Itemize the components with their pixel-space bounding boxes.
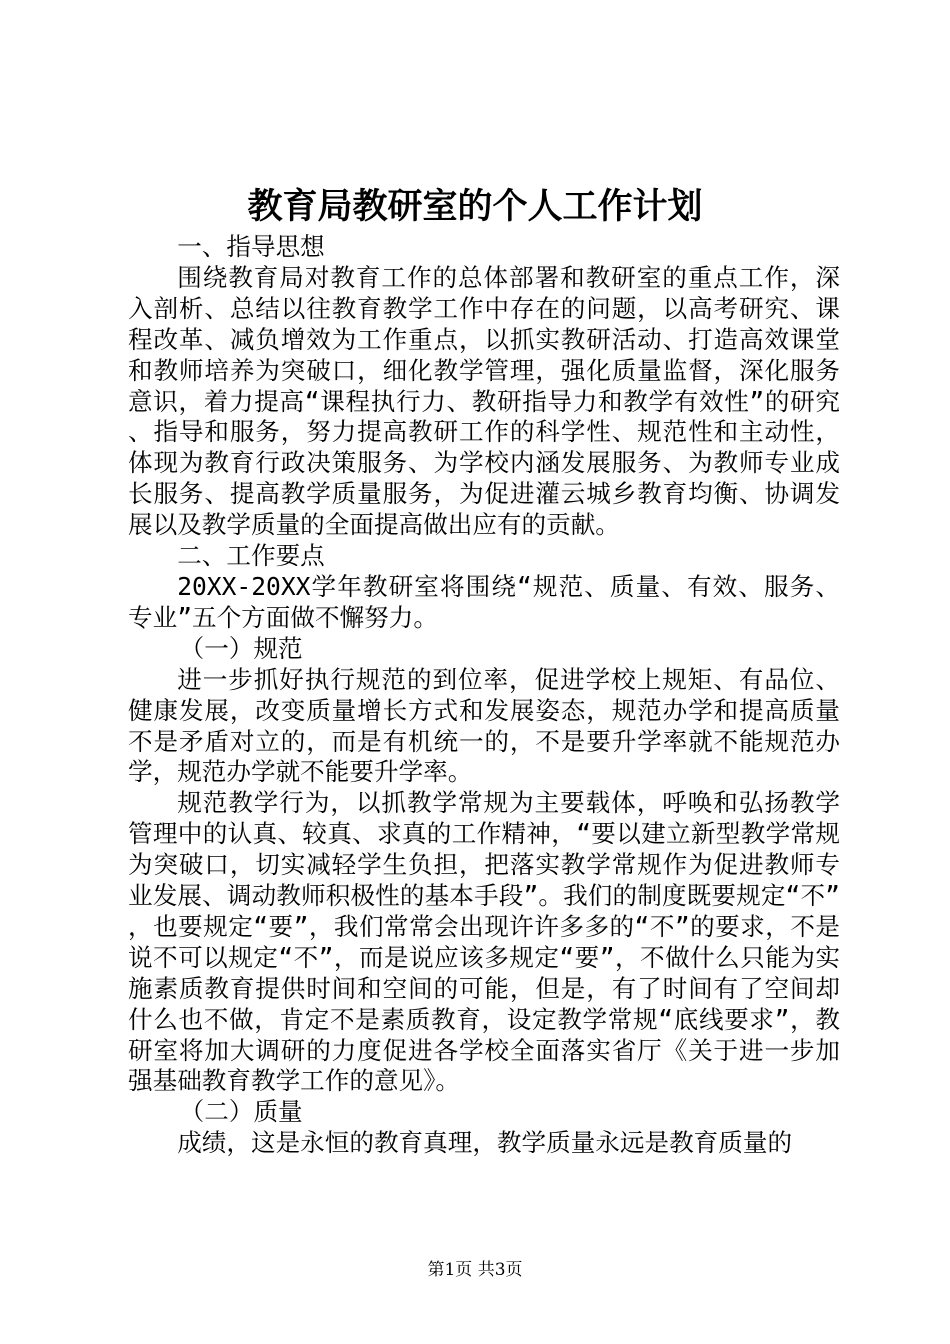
paragraph: 规范教学行为，以抓教学常规为主要载体，呼唤和弘扬教学管理中的认真、较真、求真的工作精神，“要以建立新型教学常规为突破口，切实减轻学生负担，把落实教学常规作为促进教师专业发展、调动教师积极性的基本手段”。我们的制度既要规定“不”，也要规定“要”，我们常常会出现许许多多的“不”的要求，不是说不可以规定“不”，而是说应该多规定“要”，不做什么只能为实施素质教育提供时间和空间的可能，但是，有了时间有了空间却什么也不做，肯定不是素质教育，设定教学常规“底线要求”，教研室将加大调研的力度促进各学校全面落实省厅《关于进一步加强基础教育教学工作的意见》。 bbox=[128, 788, 840, 1096]
section-heading: 二、工作要点 bbox=[177, 541, 325, 571]
paragraph: 成绩，这是永恒的教育真理，教学质量永远是教育质量的 bbox=[177, 1128, 793, 1158]
document-title: 教育局教研室的个人工作计划 bbox=[247, 186, 703, 227]
paragraph: 围绕教育局对教育工作的总体部署和教研室的重点工作，深入剖析、总结以往教育教学工作中存在的问题，以高考研究、课程改革、减负增效为工作重点，以抓实教研活动、打造高效课堂和教师培养为突破口，细化教学管理，强化质量监督，深化服务意识，着力提高“课程执行力、教研指导力和教学有效性”的研究、指导和服务，努力提高教研工作的科学性、规范性和主动性，体现为教育行政决策服务、为学校内涵发展服务、为教师专业成长服务、提高教学质量服务，为促进灌云城乡教育均衡、协调发展以及教学质量的全面提高做出应有的贡献。 bbox=[128, 262, 840, 540]
subsection-heading: （一）规范 bbox=[179, 633, 303, 663]
document-body bbox=[128, 232, 840, 1159]
subsection-heading: （二）质量 bbox=[179, 1097, 303, 1127]
page-number-footer: 第1页 共3页 bbox=[427, 1260, 523, 1280]
paragraph: 20XX-20XX学年教研室将围绕“规范、质量、有效、服务、专业”五个方面做不懈努力。 bbox=[128, 571, 840, 632]
paragraph: 进一步抓好执行规范的到位率，促进学校上规矩、有品位、健康发展，改变质量增长方式和发展姿态，规范办学和提高质量不是矛盾对立的，而是有机统一的，不是要升学率就不能规范办学，规范办学就不能要升学率。 bbox=[128, 664, 840, 787]
section-heading: 一、指导思想 bbox=[177, 232, 325, 261]
